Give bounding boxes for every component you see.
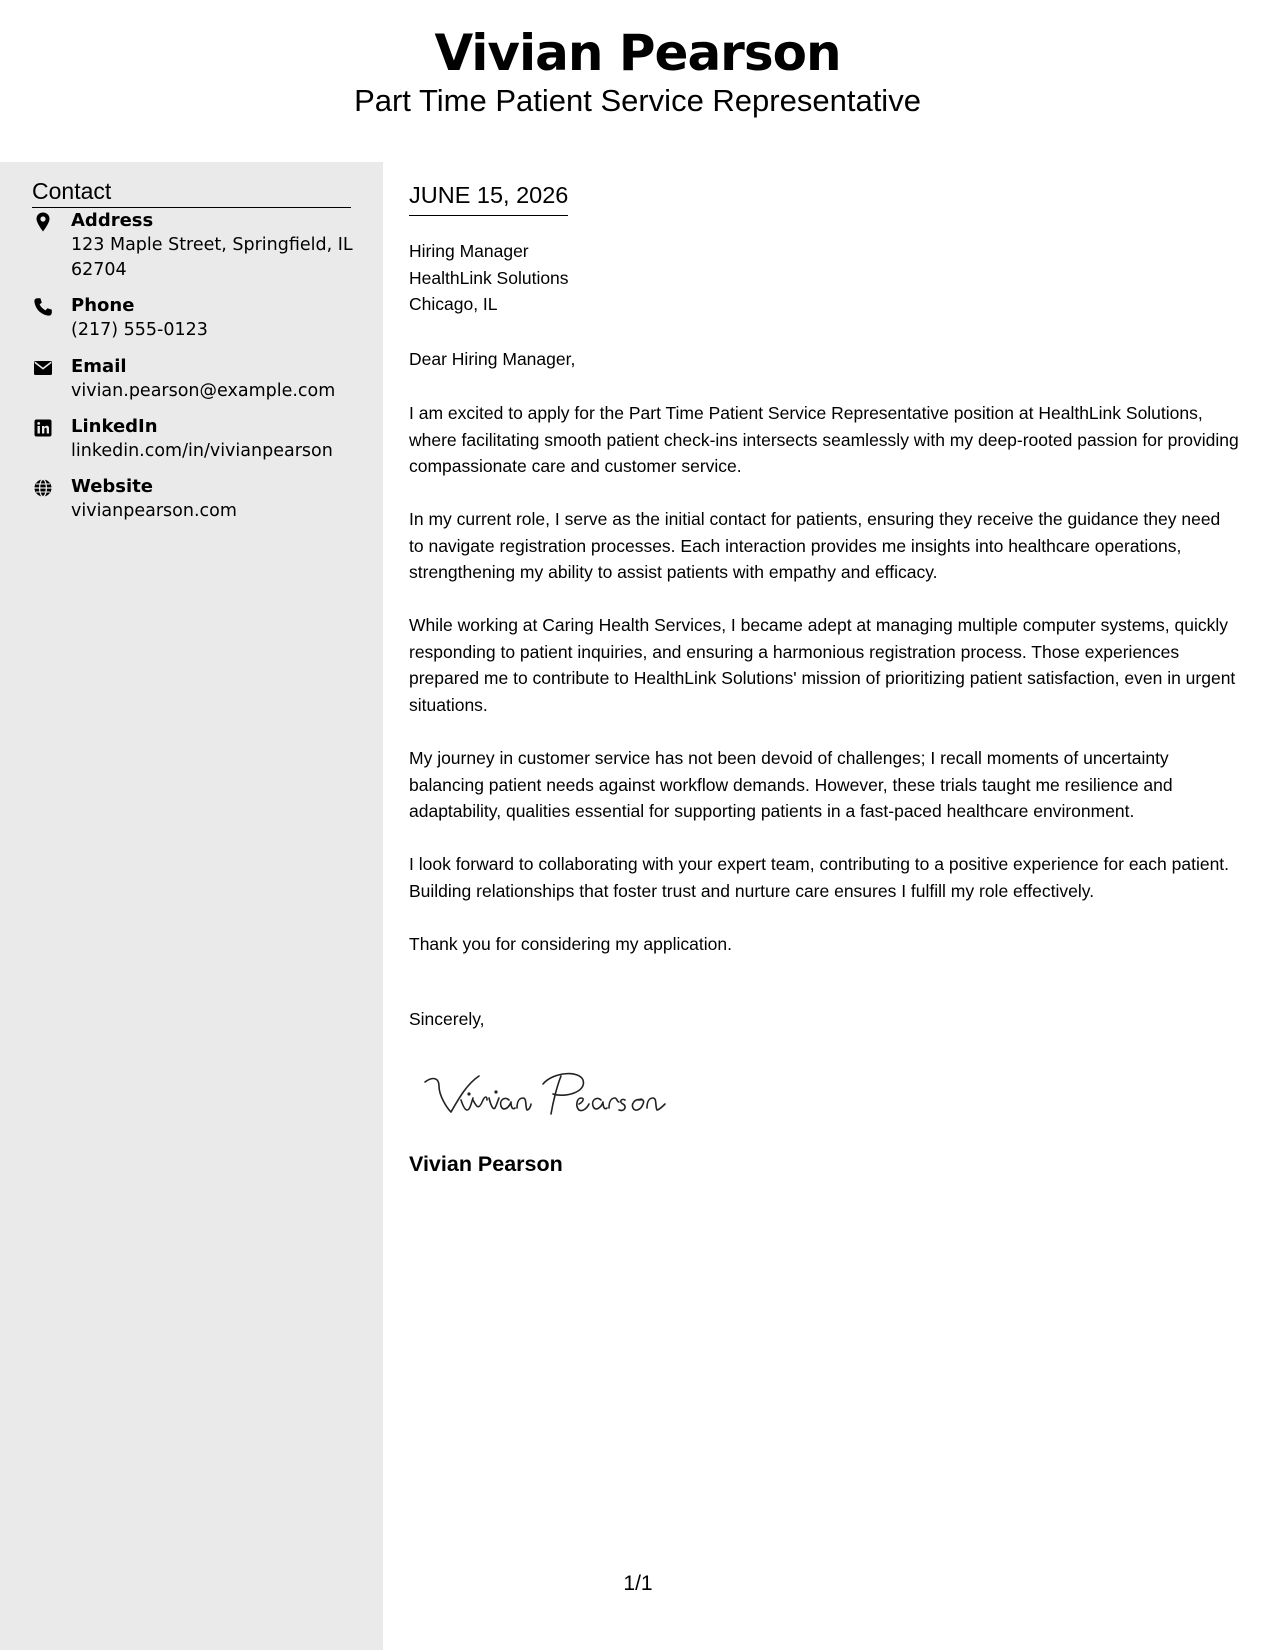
letter-paragraph: In my current role, I serve as the initial contact for patients, ensuring they receive the guidance they need to navigate registration processes. Each interaction provides me insights into healthcare operations, strengthening my ability to assist patients with empathy and efficacy. (409, 509, 1221, 582)
recipient-line: HealthLink Solutions (409, 267, 569, 288)
letter-date: JUNE 15, 2026 (409, 180, 568, 216)
recipient-line: Chicago, IL (409, 294, 498, 314)
letter-paragraph: While working at Caring Health Services, I became adept at managing multiple computer systems, quickly responding to patient inquiries, and ensuring a harmonious registration process. Those experiences prepared me to contribute to HealthLink Solutions' mission of prioritizing patient satisfaction, even in urgent situations. (409, 615, 1236, 715)
letter-paragraph: My journey in customer service has not been devoid of challenges; I recall moments of uncertainty balancing patient needs against workflow demands. However, these trials taught me resilience and adaptability, qualities essential for supporting patients in a fast-paced healthcare environment. (409, 748, 1173, 821)
contact-value: vivian.pearson@example.com (71, 381, 336, 401)
letter-paragraph: I look forward to collaborating with your expert team, contributing to a positive experience for each patient. Building relationships that foster trust and nurture care ensures I fulfill my role effectively. (409, 854, 1230, 901)
document-header (0, 0, 1275, 162)
contact-label: Website (71, 476, 154, 497)
letter-paragraph: I am excited to apply for the Part Time Patient Service Representative position at HealthLink Solutions, where facilitating smooth patient check-ins intersects seamlessly with my deep-rooted passion for providing compassionate care and customer service. (409, 403, 1239, 476)
recipient-block (409, 238, 569, 318)
contact-value: (217) 555-0123 (71, 320, 208, 340)
letter-paragraph: Thank you for considering my application. (409, 934, 732, 954)
applicant-name: Vivian Pearson (434, 24, 841, 82)
job-title: Part Time Patient Service Representative (354, 83, 921, 118)
envelope-icon (32, 357, 58, 379)
contact-sidebar (0, 162, 383, 1650)
contact-value: 123 Maple Street, Springfield, IL 62704 (71, 235, 353, 280)
globe-icon (32, 477, 58, 499)
contact-heading: Contact (32, 176, 351, 208)
contact-label: Phone (71, 295, 135, 316)
map-marker-icon (32, 211, 58, 233)
contact-value: linkedin.com/in/vivianpearson (71, 441, 333, 461)
closing: Sincerely, (409, 1009, 485, 1029)
signer-name: Vivian Pearson (409, 1152, 563, 1176)
greeting: Dear Hiring Manager, (409, 349, 576, 369)
contact-label: LinkedIn (71, 416, 158, 437)
contact-label: Email (71, 356, 127, 377)
handwritten-signature (419, 1062, 709, 1132)
phone-icon (32, 296, 58, 318)
recipient-line: Hiring Manager (409, 241, 529, 261)
page-number: 1/1 (623, 1572, 653, 1595)
contact-label: Address (71, 210, 154, 231)
linkedin-icon (32, 417, 58, 439)
contact-value: vivianpearson.com (71, 501, 237, 521)
